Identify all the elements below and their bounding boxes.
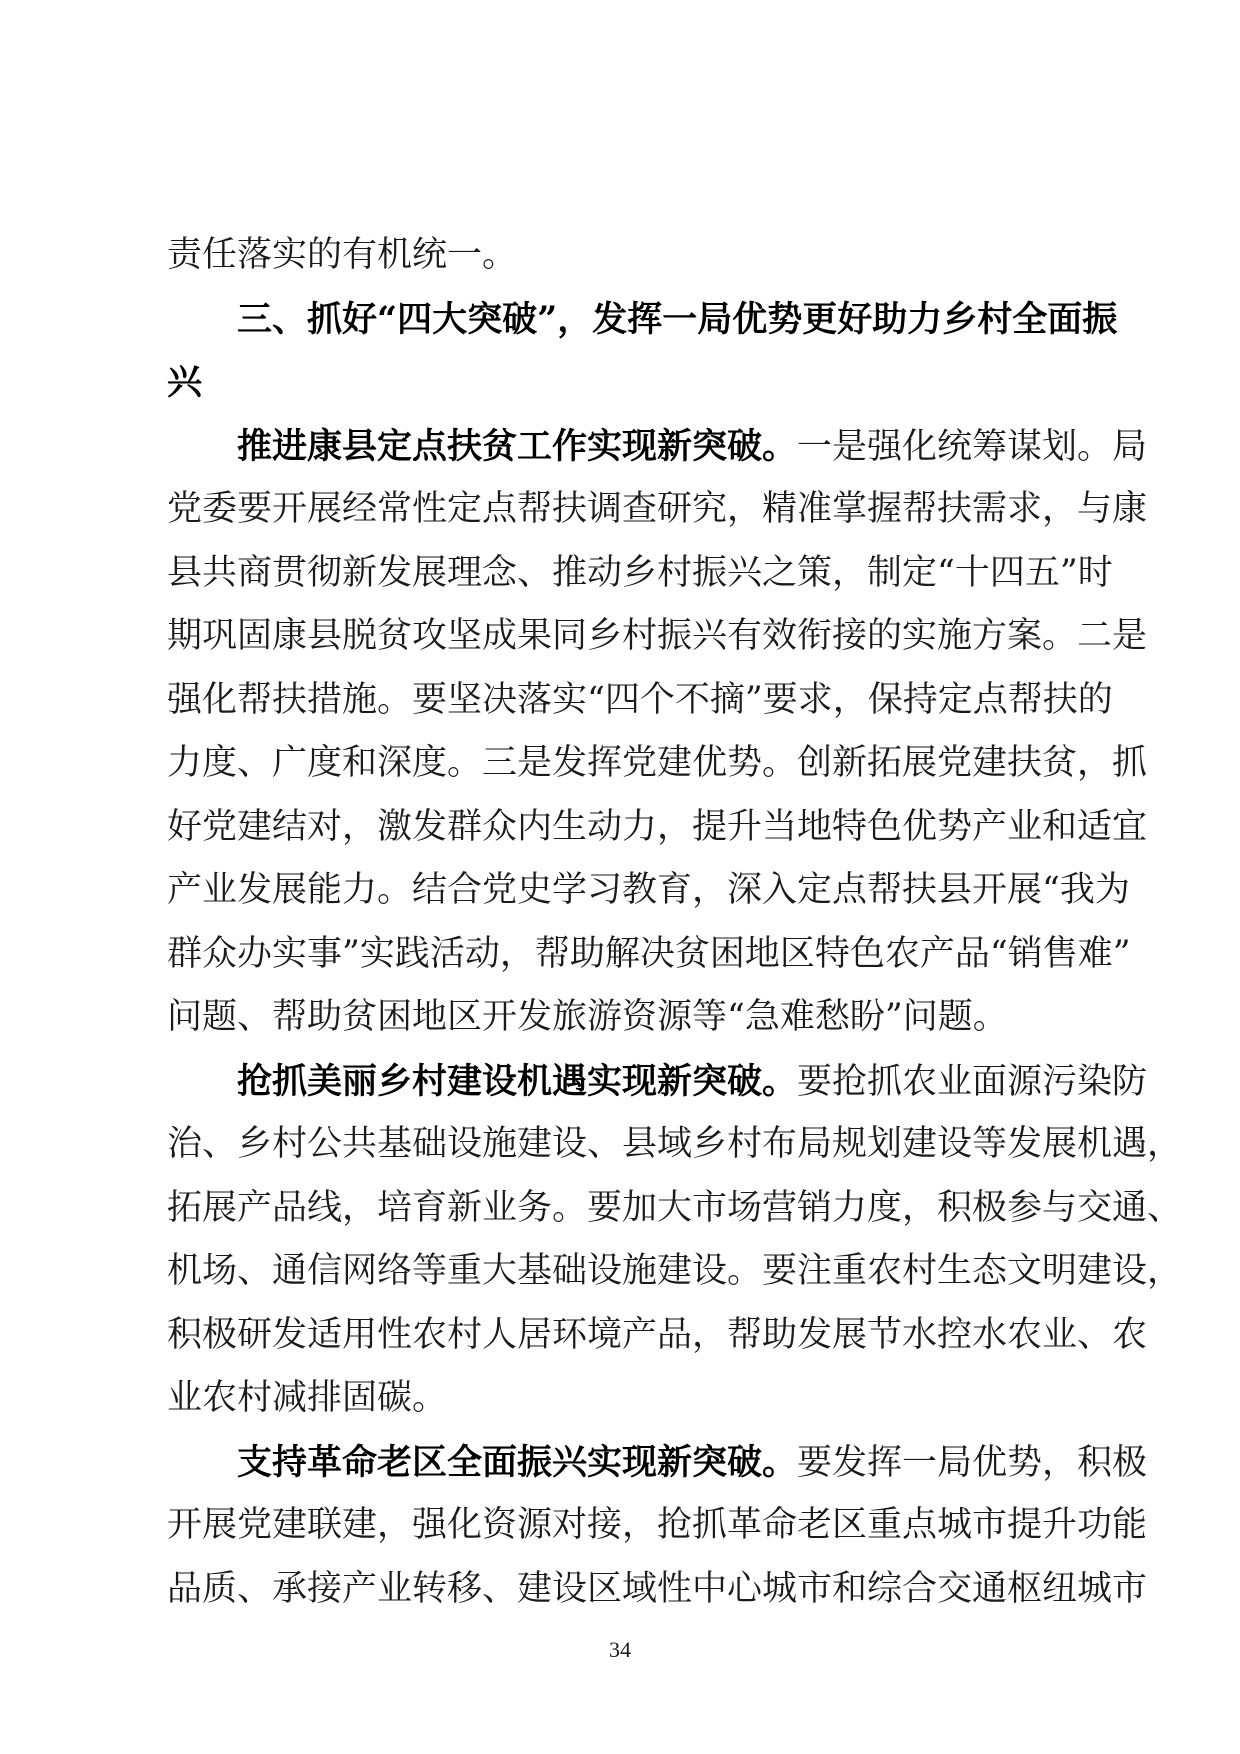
section-heading-line-2: 兴 bbox=[167, 362, 203, 403]
paragraph-3-lead-tail: 要发挥一局优势，积极 bbox=[797, 1442, 1148, 1483]
paragraph-3-line-2: 开展党建联建，强化资源对接，抢抓革命老区重点城市提升功能 bbox=[167, 1505, 1148, 1545]
paragraph-1-lead-tail: 一是强化统筹谋划。局 bbox=[797, 426, 1148, 467]
paragraph-2-lead-tail: 要抢抓农业面源污染防 bbox=[797, 1061, 1148, 1102]
paragraph-1-line-1 bbox=[167, 415, 1148, 479]
paragraph-1-line-8: 产业发展能力。结合党史学习教育，深入定点帮扶县开展“我为 bbox=[167, 870, 1130, 910]
paragraph-1-line-2: 党委要开展经常性定点帮扶调查研究，精准掌握帮扶需求，与康 bbox=[167, 489, 1148, 529]
paragraph-3-lead: 支持革命老区全面振兴实现新突破。 bbox=[237, 1441, 798, 1483]
paragraph-1-line-9: 群众办实事”实践活动，帮助解决贫困地区特色农产品“销售难” bbox=[167, 933, 1131, 974]
paragraph-1-line-5: 强化帮扶措施。要坚决落实“四个不摘”要求，保持定点帮扶的 bbox=[167, 679, 1113, 720]
paragraph-2-line-3: 拓展产品线，培育新业务。要加大市场营销力度，积极参与交通、 bbox=[167, 1187, 1183, 1228]
page-number: 34 bbox=[609, 1637, 631, 1662]
paragraph-2-line-6: 业农村减排固碳。 bbox=[167, 1378, 448, 1418]
paragraph-2-line-4: 机场、通信网络等重大基础设施建设。要注重农村生态文明建设， bbox=[167, 1251, 1183, 1291]
paragraph-3-line-1 bbox=[167, 1431, 1148, 1495]
paragraph-1-line-3: 县共商贯彻新发展理念、推动乡村振兴之策，制定“十四五”时 bbox=[167, 552, 1113, 593]
document-body bbox=[167, 224, 1183, 1621]
paragraph-1-line-7: 好党建结对，激发群众内生动力，提升当地特色优势产业和适宜 bbox=[167, 806, 1148, 847]
paragraph-1-line-4: 期巩固康县脱贫攻坚成果同乡村振兴有效衔接的实施方案。二是 bbox=[167, 616, 1148, 656]
paragraph-2-line-5: 积极研发适用性农村人居环境产品，帮助发展节水控水农业、农 bbox=[167, 1314, 1148, 1355]
paragraph-2-lead: 抢抓美丽乡村建设机遇实现新突破。 bbox=[237, 1060, 798, 1102]
paragraph-1-line-10: 问题、帮助贫困地区开发旅游资源等“急难愁盼”问题。 bbox=[167, 997, 1008, 1037]
paragraph-2-line-1 bbox=[167, 1050, 1148, 1114]
paragraph-1-lead: 推进康县定点扶贫工作实现新突破。 bbox=[237, 425, 798, 467]
paragraph-3-line-3: 品质、承接产业转移、建设区域性中心城市和综合交通枢纽城市 bbox=[167, 1568, 1148, 1609]
paragraph-1-line-6: 力度、广度和深度。三是发挥党建优势。创新拓展党建扶贫，抓 bbox=[167, 743, 1148, 783]
body-line-1: 责任落实的有机统一。 bbox=[167, 235, 518, 275]
paragraph-2-line-2: 治、乡村公共基础设施建设、县域乡村布局规划建设等发展机遇， bbox=[167, 1124, 1183, 1164]
section-heading-line-1: 三、抓好“四大突破”，发挥一局优势更好助力乡村全面振 bbox=[237, 298, 1118, 340]
